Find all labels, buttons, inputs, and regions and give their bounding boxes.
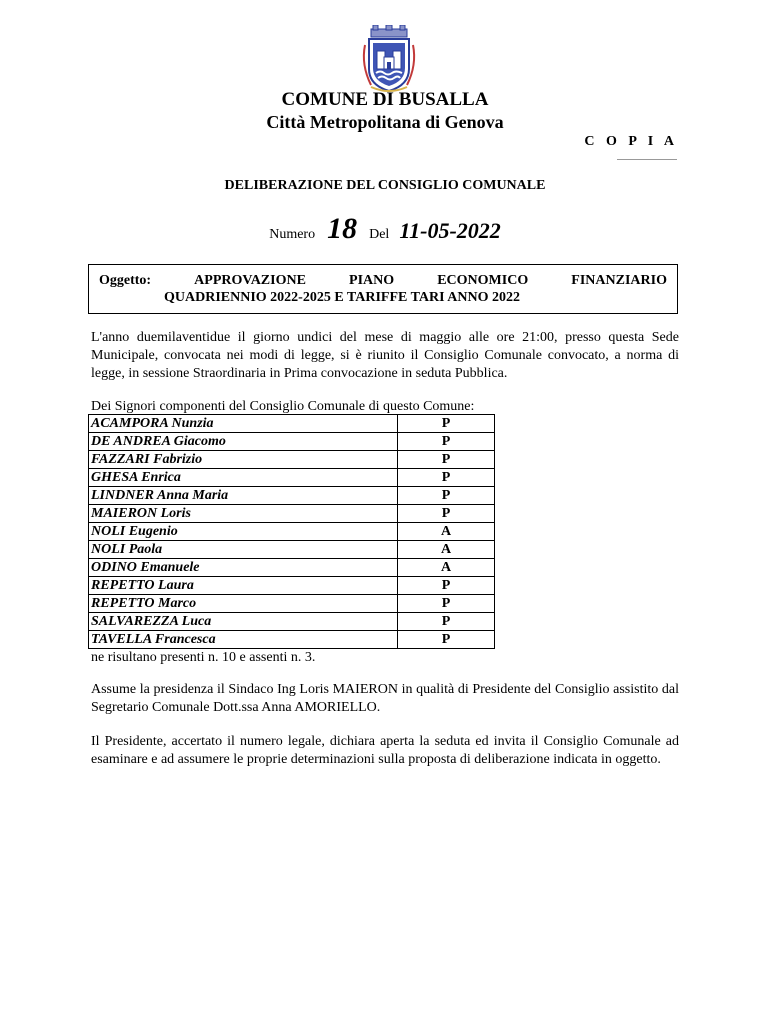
table-row — [89, 595, 495, 613]
comune-title: COMUNE DI BUSALLA — [281, 89, 489, 110]
member-name: GHESA Enrica — [89, 469, 398, 487]
numero-label: Numero — [269, 227, 316, 242]
member-status: A — [398, 559, 495, 577]
numero-line — [0, 212, 770, 246]
member-status: P — [398, 415, 495, 433]
members-intro: Dei Signori componenti del Consiglio Comunale di questo Comune: — [91, 399, 475, 414]
table-row — [89, 523, 495, 541]
member-status: P — [398, 577, 495, 595]
oggetto-word: PIANO — [349, 273, 395, 288]
numero-value: 18 — [327, 212, 358, 245]
delibera-date: 11-05-2022 — [399, 218, 501, 243]
presidenza-paragraph: Assume la presidenza il Sindaco Ing Loris MAIERON in qualità di Presidente del Consiglio assistito dal Segretario Comunale Dott.ssa Anna AMORIELLO. — [91, 682, 679, 715]
attendance-summary: ne risultano presenti n. 10 e assenti n. 3. — [91, 650, 316, 665]
oggetto-label: Oggetto: — [99, 273, 152, 288]
member-status: A — [398, 523, 495, 541]
member-status: P — [398, 433, 495, 451]
closing-paragraph: Il Presidente, accertato il numero legale, dichiara aperta la seduta ed invita il Consiglio Comunale ad esaminare e ad assumere le proprie determinazioni sulla proposta di deliberazione indicata in oggetto. — [91, 734, 679, 767]
member-status: P — [398, 451, 495, 469]
table-row — [89, 577, 495, 595]
table-row — [89, 505, 495, 523]
intro-paragraph: L'anno duemilaventidue il giorno undici del mese di maggio alle ore 21:00, presso questa Sede Municipale, convocata nei modi di legge, si è riunito il Consiglio Comunale convocato, a norma di legge, in sessione Straordinaria in Prima convocazione in seduta Pubblica. — [91, 330, 679, 381]
oggetto-line-2: QUADRIENNIO 2022-2025 E TARIFFE TARI ANNO 2022 — [164, 290, 520, 305]
member-name: REPETTO Marco — [89, 595, 398, 613]
table-row — [89, 433, 495, 451]
member-name: SALVAREZZA Luca — [89, 613, 398, 631]
copia-underline — [617, 159, 677, 160]
oggetto-line-1 — [99, 273, 667, 289]
table-row — [89, 469, 495, 487]
member-name: REPETTO Laura — [89, 577, 398, 595]
citta-subtitle: Città Metropolitana di Genova — [266, 112, 504, 132]
member-status: P — [398, 469, 495, 487]
member-name: LINDNER Anna Maria — [89, 487, 398, 505]
table-row — [89, 541, 495, 559]
member-status: P — [398, 505, 495, 523]
member-name: TAVELLA Francesca — [89, 631, 398, 649]
member-name: MAIERON Loris — [89, 505, 398, 523]
member-status: P — [398, 613, 495, 631]
deliberazione-heading: DELIBERAZIONE DEL CONSIGLIO COMUNALE — [224, 178, 546, 193]
oggetto-box — [88, 264, 678, 314]
member-status: P — [398, 487, 495, 505]
member-name: ODINO Emanuele — [89, 559, 398, 577]
member-name: NOLI Paola — [89, 541, 398, 559]
oggetto-word: ECONOMICO — [437, 273, 529, 288]
member-status: P — [398, 631, 495, 649]
member-status: P — [398, 595, 495, 613]
municipal-crest-icon — [357, 25, 421, 93]
member-name: NOLI Eugenio — [89, 523, 398, 541]
table-row — [89, 451, 495, 469]
table-row — [89, 487, 495, 505]
oggetto-word: APPROVAZIONE — [194, 273, 306, 288]
member-name: ACAMPORA Nunzia — [89, 415, 398, 433]
members-table — [88, 414, 495, 649]
table-row — [89, 631, 495, 649]
member-name: DE ANDREA Giacomo — [89, 433, 398, 451]
member-status: A — [398, 541, 495, 559]
table-row — [89, 559, 495, 577]
oggetto-word: FINANZIARIO — [571, 273, 667, 288]
table-row — [89, 415, 495, 433]
member-name: FAZZARI Fabrizio — [89, 451, 398, 469]
copia-label: C O P I A — [584, 134, 678, 149]
del-label: Del — [369, 227, 390, 242]
table-row — [89, 613, 495, 631]
